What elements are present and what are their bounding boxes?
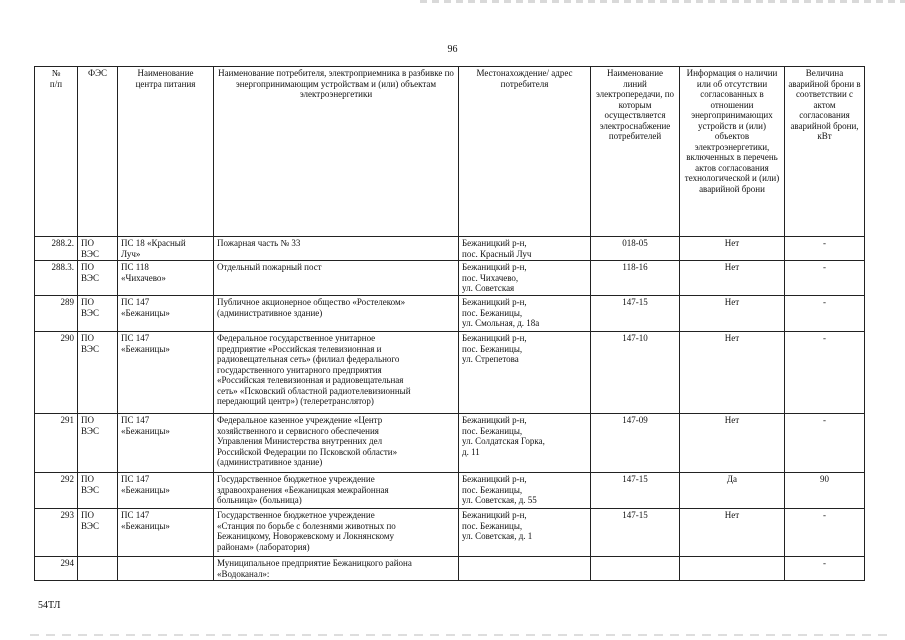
row-power-center: ПС 147 «Бежаницы» <box>118 332 214 414</box>
row-num: 291 <box>35 414 78 473</box>
row-power: - <box>785 509 865 557</box>
row-info <box>680 557 785 581</box>
row-info: Нет <box>680 509 785 557</box>
row-consumer: Федеральное государственное унитарное предприятие «Российская телевизионная и радиовещательная сеть» (филиал федерального государственного унитарного предприятия «Российская телевизионная и радиовещательная сеть» «Псковский областной радиотелевизионный передающий центр») (телеретранслятор) <box>214 332 459 414</box>
row-power-center: ПС 147 «Бежаницы» <box>118 414 214 473</box>
table-row <box>35 557 865 581</box>
table-row <box>35 261 865 296</box>
row-info: Нет <box>680 332 785 414</box>
row-power: - <box>785 261 865 296</box>
row-consumer: Отдельный пожарный пост <box>214 261 459 296</box>
row-power-center: ПС 147 «Бежаницы» <box>118 473 214 509</box>
table-row <box>35 473 865 509</box>
row-info: Нет <box>680 237 785 261</box>
row-consumer: Публичное акционерное общество «Ростелеком» (административное здание) <box>214 296 459 332</box>
row-fes: ПО ВЭС <box>78 296 118 332</box>
row-location: Бежаницкий р-н, пос. Красный Луч <box>459 237 591 261</box>
document-code: 54ТЛ <box>38 600 61 611</box>
row-num: 288.3. <box>35 261 78 296</box>
row-num: 294 <box>35 557 78 581</box>
row-info: Да <box>680 473 785 509</box>
row-line: 118-16 <box>591 261 680 296</box>
row-power: - <box>785 332 865 414</box>
table-row <box>35 509 865 557</box>
row-power: - <box>785 237 865 261</box>
row-consumer: Федеральное казенное учреждение «Центр хозяйственного и сервисного обеспечения Управления Министерства внутренних дел Российской Федерации по Псковской области» (административное здание) <box>214 414 459 473</box>
row-location: Бежаницкий р-н, пос. Бежаницы, ул. Смольная, д. 18а <box>459 296 591 332</box>
header-power-center: Наименование центра питания <box>118 67 214 237</box>
header-location: Местонахождение/ адрес потребителя <box>459 67 591 237</box>
row-line: 147-15 <box>591 473 680 509</box>
row-power: - <box>785 296 865 332</box>
row-power-center: ПС 18 «Красный Луч» <box>118 237 214 261</box>
row-num: 289 <box>35 296 78 332</box>
row-power: - <box>785 414 865 473</box>
table-row <box>35 296 865 332</box>
row-fes <box>78 557 118 581</box>
row-num: 293 <box>35 509 78 557</box>
header-fes: ФЭС <box>78 67 118 237</box>
header-consumer: Наименование потребителя, электроприемника в разбивке по энергопринимающим устройствам и (или) объектам электроэнергетики <box>214 67 459 237</box>
row-consumer: Муниципальное предприятие Бежаницкого района «Водоканал»: <box>214 557 459 581</box>
page-number: 96 <box>447 44 458 55</box>
row-fes: ПО ВЭС <box>78 237 118 261</box>
row-fes: ПО ВЭС <box>78 509 118 557</box>
scan-edge-artifact-top <box>420 0 905 3</box>
row-location: Бежаницкий р-н, пос. Бежаницы, ул. Солдатская Горка, д. 11 <box>459 414 591 473</box>
table-row <box>35 332 865 414</box>
table-row <box>35 414 865 473</box>
row-power: 90 <box>785 473 865 509</box>
table-header-row <box>35 67 865 237</box>
row-power-center: ПС 147 «Бежаницы» <box>118 296 214 332</box>
row-location <box>459 557 591 581</box>
row-power-center: ПС 118 «Чихачево» <box>118 261 214 296</box>
row-num: 292 <box>35 473 78 509</box>
row-power: - <box>785 557 865 581</box>
row-power-center: ПС 147 «Бежаницы» <box>118 509 214 557</box>
row-num: 290 <box>35 332 78 414</box>
header-info: Информация о наличии или об отсутствии согласованных в отношении энергопринимающих устройств и (или) объектов электроэнергетики, включенных в перечень актов согласования технологической и (или) аварийной брони <box>680 67 785 237</box>
row-line <box>591 557 680 581</box>
row-line: 147-15 <box>591 296 680 332</box>
row-line: 147-10 <box>591 332 680 414</box>
row-consumer: Государственное бюджетное учреждение «Станция по борьбе с болезнями животных по Бежаницкому, Новоржевскому и Локнянскому районам» (лаборатория) <box>214 509 459 557</box>
row-info: Нет <box>680 261 785 296</box>
row-location: Бежаницкий р-н, пос. Чихачево, ул. Советская <box>459 261 591 296</box>
table-row <box>35 237 865 261</box>
row-location: Бежаницкий р-н, пос. Бежаницы, ул. Советская, д. 55 <box>459 473 591 509</box>
row-fes: ПО ВЭС <box>78 332 118 414</box>
row-consumer: Пожарная часть № 33 <box>214 237 459 261</box>
header-lines: Наименование линий электропередачи, по которым осуществляется электроснабжение потребителей <box>591 67 680 237</box>
row-fes: ПО ВЭС <box>78 414 118 473</box>
consumer-table <box>34 66 865 581</box>
row-fes: ПО ВЭС <box>78 261 118 296</box>
row-line: 018-05 <box>591 237 680 261</box>
header-num: № п/п <box>35 67 78 237</box>
row-fes: ПО ВЭС <box>78 473 118 509</box>
row-location: Бежаницкий р-н, пос. Бежаницы, ул. Советская, д. 1 <box>459 509 591 557</box>
row-power-center <box>118 557 214 581</box>
row-info: Нет <box>680 296 785 332</box>
row-line: 147-09 <box>591 414 680 473</box>
row-info: Нет <box>680 414 785 473</box>
header-power: Величина аварийной брони в соответствии с актом согласования аварийной брони, кВт <box>785 67 865 237</box>
row-consumer: Государственное бюджетное учреждение здравоохранения «Бежаницкая межрайонная больница» (больница) <box>214 473 459 509</box>
scan-edge-artifact-bottom <box>30 634 890 636</box>
row-location: Бежаницкий р-н, пос. Бежаницы, ул. Стрепетова <box>459 332 591 414</box>
row-num: 288.2. <box>35 237 78 261</box>
row-line: 147-15 <box>591 509 680 557</box>
